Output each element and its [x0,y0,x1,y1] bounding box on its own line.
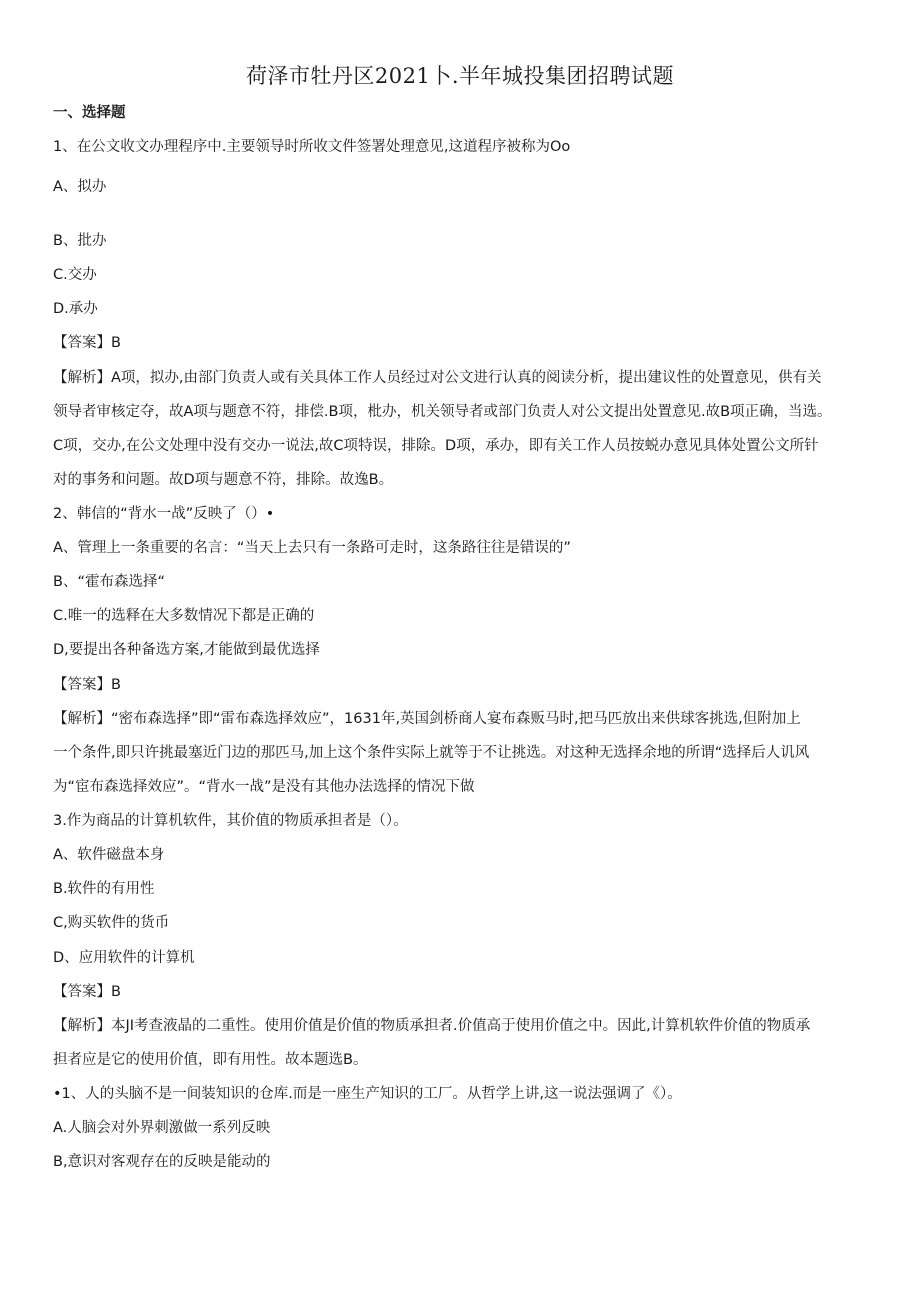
question-1-explanation-line-1: 【解析】A项，拟办,由部门负责人或有关具体工作人员经过对公文进行认真的阅读分析，提出建议性的处置意见，供有关 [53,370,822,386]
question-3-option-a: A、软件磁盘本身 [53,847,165,863]
question-4-option-a: A.人脑会对外界刺激做一系列反映 [53,1120,271,1136]
question-1-option-a: A、拟办 [53,179,107,195]
question-2-answer: 【答案】B [53,677,121,693]
question-2-explanation-line-3: 为“宦布森选择效应”。“背水一战”是没有其他办法选择的情况下做 [53,779,475,795]
question-1-option-d: D.承办 [53,301,98,317]
question-3-stem: 3.作为商品的计算机软件，其价值的物质承担者是（）。 [53,813,408,829]
question-3-answer: 【答案】B [53,984,121,1000]
question-4-option-b: B,意识对客观存在的反映是能动的 [53,1154,271,1170]
question-1-explanation-line-4: 对的事务和问题。故D项与题意不符，排除。故逸B。 [53,472,394,488]
question-4-stem: •1、人的头脑不是一间装知识的仓库.而是一座生产知识的工厂。从哲学上讲,这一说法强调了《）。 [53,1086,682,1102]
question-1-answer: 【答案】B [53,335,121,351]
question-1-explanation-line-3: C项，交办,在公文处理中没有交办一说法,故C项特误，排除。D项，承办，即有关工作人员按蜕办意见具体处置公文所针 [53,438,819,454]
section-heading: 一、选择题 [53,105,126,121]
question-3-explanation-line-1: 【解析】本JI考查液晶的二重性。使用价值是价值的物质承担者.价值高于使用价值之中。因此,计算机软件价值的物质承 [53,1018,811,1034]
question-1-option-b: B、批办 [53,233,107,249]
question-1-option-c: C.交办 [53,267,97,283]
question-2-stem: 2、韩信的“背水一战”反映了（）• [53,506,275,522]
question-2-option-c: C.唯一的选释在大多数情况下都是正确的 [53,608,315,624]
document-title: 荷泽市牡丹区2021卜.半年城投集团招聘试题 [245,64,675,88]
question-2-explanation-line-2: 一个条件,即只许挑最塞近门边的那匹马,加上这个条件实际上就等于不让挑选。对这种无选择余地的所谓“选择后人讥风 [53,745,810,761]
question-2-option-d: D,要提出各种备选方案,才能做到最优选择 [53,642,320,658]
question-2-option-b: B、“霍布森选择“ [53,574,165,590]
question-3-explanation-line-2: 担者应是它的使用价值，即有用性。故本题选B。 [53,1052,368,1068]
question-3-option-d: D、应用软件的计算机 [53,950,195,966]
question-1-explanation-line-2: 领导者审核定夺，故A项与题意不符，排偿.B项，枇办，机关领导者或部门负责人对公文提出处置意见.故B项正确，当选。 [53,404,832,420]
question-3-option-c: C,购买软件的货币 [53,915,170,931]
question-2-explanation-line-1: 【解析】“密布森选择”即“雷布森选择效应”，1631年,英国剑桥商人宴布森贩马时,把马匹放出来供球客挑选,但附加上 [53,711,801,727]
question-1-stem: 1、在公文收文办理程序中.主要领导时所收文件签署处理意见,这道程序被称为Oo [53,139,571,155]
question-3-option-b: B.软件的有用性 [53,881,155,897]
question-2-option-a: A、管理上一条重要的名言：“当天上去只有一条路可走时，这条路往往是错误的” [53,540,571,556]
